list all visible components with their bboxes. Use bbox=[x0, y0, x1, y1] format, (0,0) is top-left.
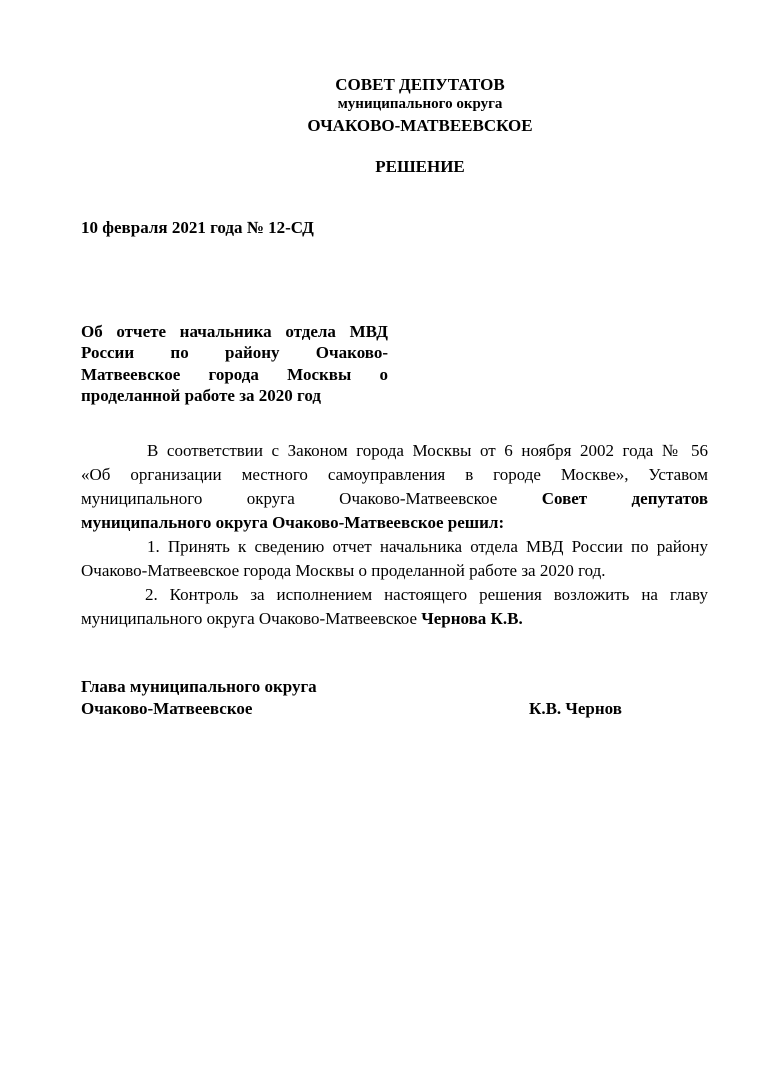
council-title: СОВЕТ ДЕПУТАТОВ bbox=[335, 75, 505, 94]
decision-date-number: 10 февраля 2021 года № 12-СД bbox=[81, 218, 314, 237]
responsible-person: Чернова К.В. bbox=[421, 609, 523, 628]
preamble-line: муниципального округа Очаково-Матвеевское решил: bbox=[81, 513, 505, 532]
signature-title bbox=[81, 676, 317, 720]
signature-title-line: Очаково-Матвеевское bbox=[81, 699, 253, 718]
decision-body bbox=[81, 439, 708, 631]
signature-title-line: Глава муниципального округа bbox=[81, 677, 317, 696]
preamble-text: муниципального округа Очаково-Матвеевское bbox=[81, 489, 498, 508]
preamble-line bbox=[81, 487, 708, 511]
clause-1-line: Очаково-Матвеевское города Москвы о проделанной работе за 2020 год. bbox=[81, 561, 606, 580]
clause-1-line: 1. Принять к сведению отчет начальника отдела МВД России по району bbox=[147, 537, 708, 556]
decision-subject bbox=[81, 321, 388, 406]
district-label: муниципального округа bbox=[337, 96, 503, 112]
subject-line: Об отчете начальника отдела МВД bbox=[81, 322, 388, 341]
subject-line: проделанной работе за 2020 год bbox=[81, 385, 321, 405]
clause-2-line: 2. Контроль за исполнением настоящего решения возложить на главу bbox=[145, 585, 708, 604]
preamble-line: «Об организации местного самоуправления в городе Москве», Уставом bbox=[81, 465, 708, 484]
subject-line: России по району Очаково- bbox=[81, 343, 388, 363]
clause-2-text: муниципального округа Очаково-Матвеевское bbox=[81, 609, 418, 628]
preamble-line: В соответствии с Законом города Москвы от 6 ноября 2002 года № 56 bbox=[147, 441, 708, 460]
signature-name: К.В. Чернов bbox=[529, 699, 622, 718]
council-resolved-text: Совет депутатов bbox=[541, 489, 708, 508]
document-type: РЕШЕНИЕ bbox=[375, 157, 465, 176]
subject-line: Матвеевское города Москвы о bbox=[81, 364, 388, 384]
clause-2-line bbox=[81, 607, 708, 631]
district-name: ОЧАКОВО-МАТВЕЕВСКОЕ bbox=[307, 116, 533, 135]
